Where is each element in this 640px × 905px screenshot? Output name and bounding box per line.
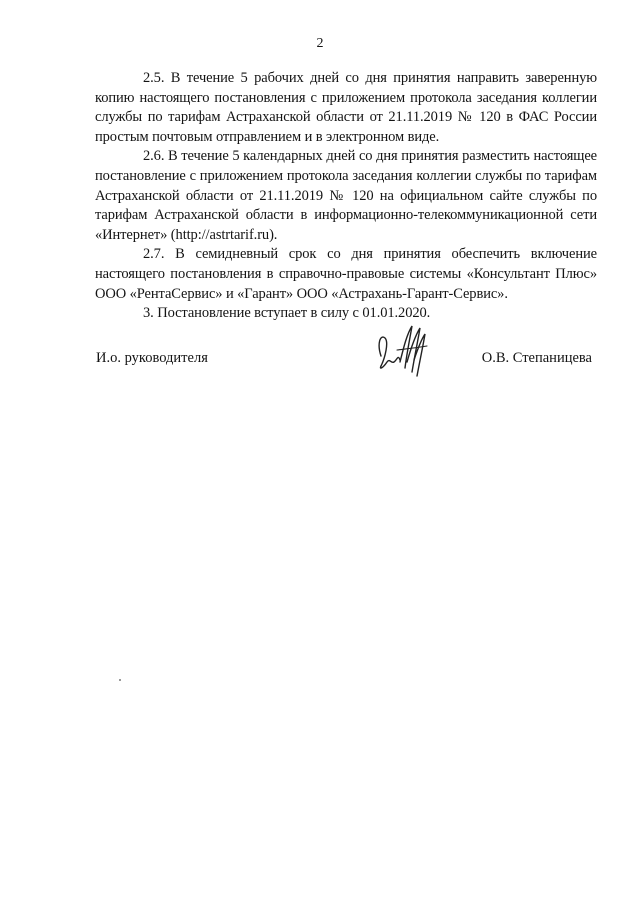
paragraph-3: 3. Постановление вступает в силу с 01.01.2020.	[143, 305, 431, 322]
paragraph-2-6: 2.6. В течение 5 календарных дней со дня принятия разместить настоящее постановление с приложением протокола заседания коллегии службы по тарифам Астраханской области от 21.11.2019 № 120 на официальном сайте службы по тарифам Астраханской области в информационно-телекоммуникационной сети «Интернет» (http://astrtarif.ru).	[95, 148, 597, 243]
scan-speck	[119, 679, 121, 681]
paragraph-2-5: 2.5. В течение 5 рабочих дней со дня принятия направить заверенную копию настоящего постановления с приложением протокола заседания коллегии службы по тарифам Астраханской области от 21.11.2019 № 120 в ФАС России простым почтовым отправлением и в электронном виде.	[95, 70, 597, 145]
signatory-role: И.о. руководителя	[96, 350, 208, 366]
paragraph-2-7: 2.7. В семидневный срок со дня принятия обеспечить включение настоящего постановления в справочно-правовые системы «Консультант Плюс» ООО «РентаСервис» и «Гарант» ООО «Астрахань-Гарант-Сервис».	[95, 246, 597, 302]
signatory-name: О.В. Степаницева	[481, 350, 592, 366]
handwritten-signature	[367, 316, 437, 386]
page-number: 2	[316, 36, 324, 51]
document-body	[95, 69, 597, 324]
